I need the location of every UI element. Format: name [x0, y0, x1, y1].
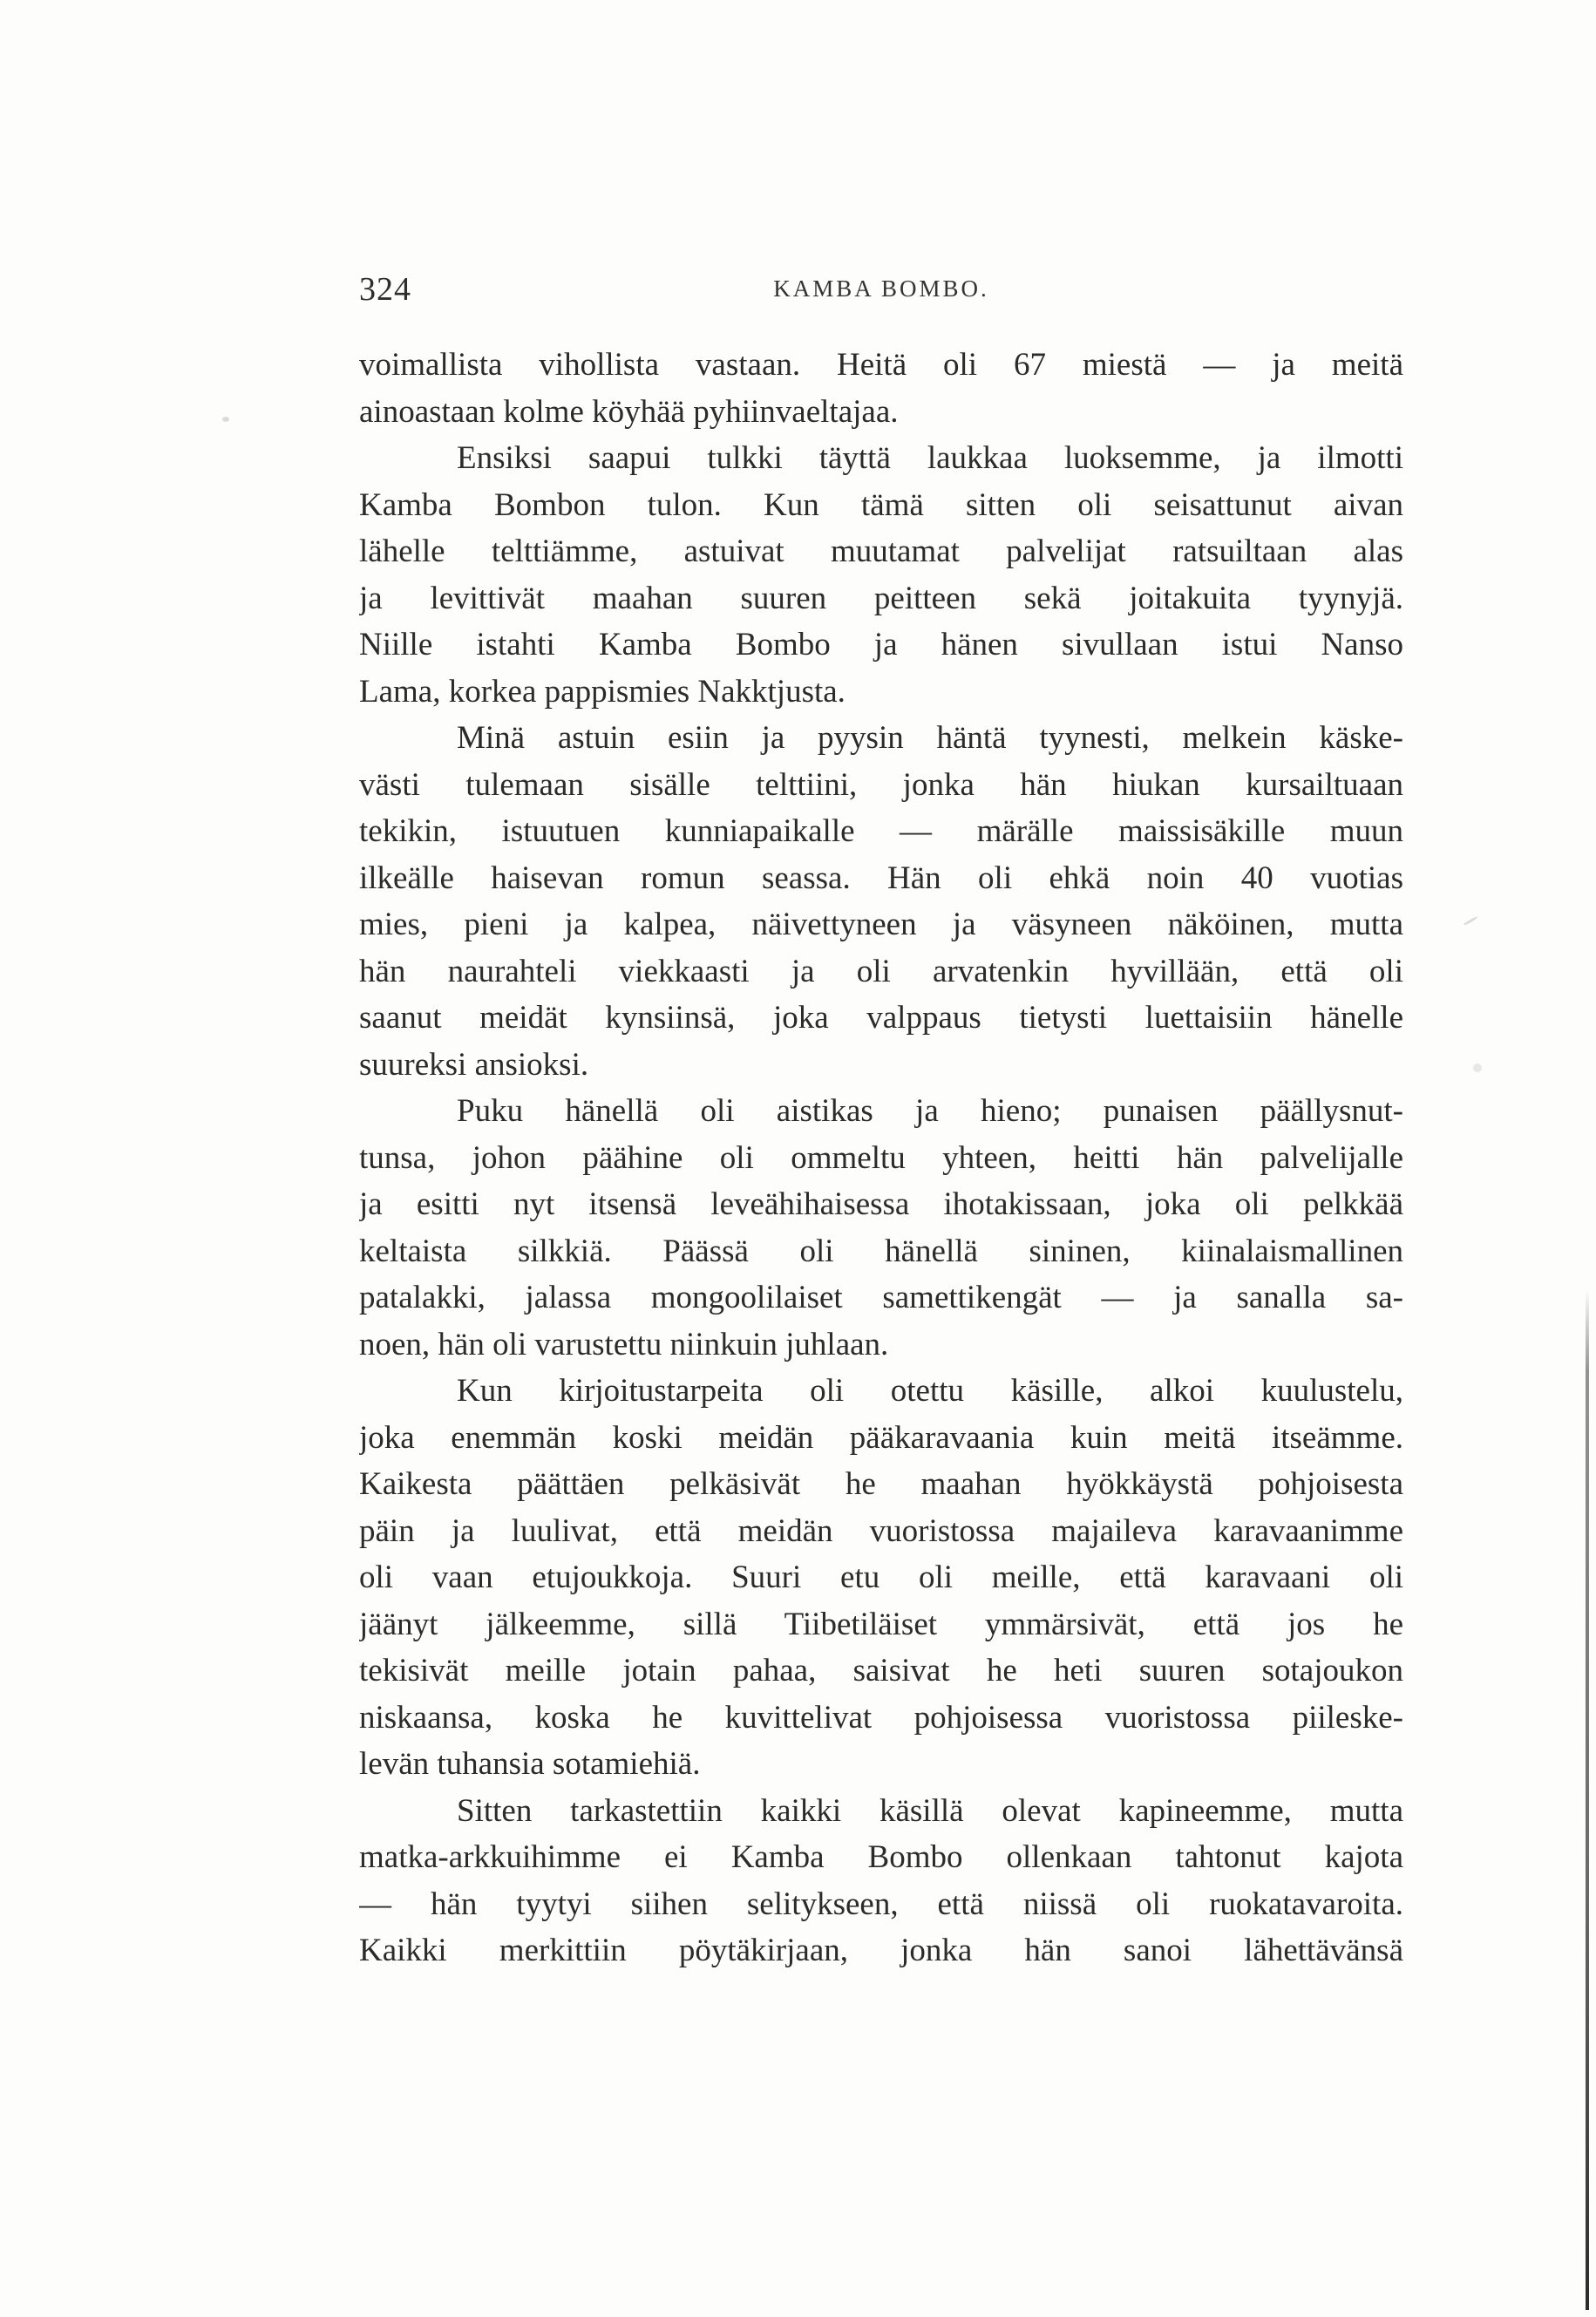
text-line: noen, hän oli varustettu niinkuin juhlaan.: [359, 1326, 889, 1362]
body-text: [359, 342, 1403, 1974]
text-line: päin ja luulivat, että meidän vuoristossa majaileva karavaanimme: [359, 1512, 1403, 1549]
text-line: Niille istahti Kamba Bombo ja hänen sivullaan istui Nanso: [359, 627, 1403, 662]
text-line: Ensiksi saapui tulkki täyttä laukkaa luoksemme, ja ilmotti: [457, 440, 1403, 476]
text-line: västi tulemaan sisälle telttiini, jonka hän hiukan kursailtuaan: [359, 766, 1403, 803]
text-line: Kaikesta päättäen pelkäsivät he maahan hyökkäystä pohjoisesta: [359, 1466, 1403, 1502]
text-line: Kun kirjoitustarpeita oli otettu käsille, alkoi kuulustelu,: [457, 1373, 1403, 1409]
text-line: Kamba Bombon tulon. Kun tämä sitten oli seisattunut aivan: [359, 486, 1403, 523]
page-header: [359, 270, 1403, 323]
text-line: saanut meidät kynsiinsä, joka valppaus tietysti luettaisiin hänelle: [359, 1000, 1403, 1036]
text-line: jäänyt jälkeemme, sillä Tiibetiläiset ymmärsivät, että jos he: [359, 1606, 1403, 1642]
text-line: tekikin, istuutuen kunniapaikalle — märälle maissisäkille muun: [359, 813, 1403, 849]
page-number: 324: [359, 271, 411, 308]
text-line: hän naurahteli viekkaasti ja oli arvatenkin hyvillään, että oli: [359, 953, 1403, 989]
text-line: matka-arkkuihimme ei Kamba Bombo ollenkaan tahtonut kajota: [359, 1839, 1403, 1875]
text-line: niskaansa, koska he kuvittelivat pohjoisessa vuoristossa piileske-: [359, 1699, 1403, 1736]
paper-speck: [1463, 916, 1477, 927]
text-line: tekisivät meille jotain pahaa, saisivat he heti suuren sotajoukon: [359, 1653, 1403, 1688]
text-line: Puku hänellä oli aistikas ja hieno; punaisen päällysnut-: [457, 1093, 1403, 1129]
text-line: lähelle telttiämme, astuivat muutamat palvelijat ratsuiltaan alas: [359, 533, 1403, 569]
text-line: Minä astuin esiin ja pyysin häntä tyynesti, melkein käske-: [457, 720, 1403, 756]
text-line: oli vaan etujoukkoja. Suuri etu oli meille, että karavaani oli: [359, 1559, 1403, 1595]
paper-speck: [222, 417, 229, 422]
text-line: Sitten tarkastettiin kaikki käsillä olevat kapineemme, mutta: [457, 1792, 1403, 1829]
text-line: suureksi ansioksi.: [359, 1046, 589, 1083]
page-edge-shadow: [1586, 1290, 1589, 2310]
text-line: ja esitti nyt itsensä leveähihaisessa ihotakissaan, joka oli pelkkää: [359, 1186, 1403, 1222]
text-line: ainoastaan kolme köyhää pyhiinvaeltajaa.: [359, 393, 899, 430]
text-line: ja levittivät maahan suuren peitteen sekä joitakuita tyynyjä.: [359, 580, 1403, 616]
running-head: KAMBA BOMBO.: [773, 275, 989, 302]
paper-speck: [1473, 1063, 1482, 1072]
text-line: levän tuhansia sotamiehiä.: [359, 1746, 701, 1782]
text-line: Lama, korkea pappismies Nakktjusta.: [359, 673, 846, 710]
text-line: voimallista vihollista vastaan. Heitä oli 67 miestä — ja meitä: [359, 347, 1403, 383]
text-line: keltaista silkkiä. Päässä oli hänellä sininen, kiinalaismallinen: [359, 1233, 1403, 1269]
text-line: mies, pieni ja kalpea, näivettyneen ja väsyneen näköinen, mutta: [359, 907, 1403, 942]
text-line: ilkeälle haisevan romun seassa. Hän oli ehkä noin 40 vuotias: [359, 860, 1403, 896]
text-line: — hän tyytyi siihen selitykseen, että niissä oli ruokatavaroita.: [359, 1886, 1403, 1922]
text-line: joka enemmän koski meidän pääkaravaania kuin meitä itseämme.: [359, 1419, 1403, 1456]
text-line: Kaikki merkittiin pöytäkirjaan, jonka hän sanoi lähettävänsä: [359, 1933, 1403, 1968]
text-line: patalakki, jalassa mongoolilaiset samettikengät — ja sanalla sa-: [359, 1280, 1403, 1315]
text-line: tunsa, johon päähine oli ommeltu yhteen, heitti hän palvelijalle: [359, 1139, 1403, 1176]
